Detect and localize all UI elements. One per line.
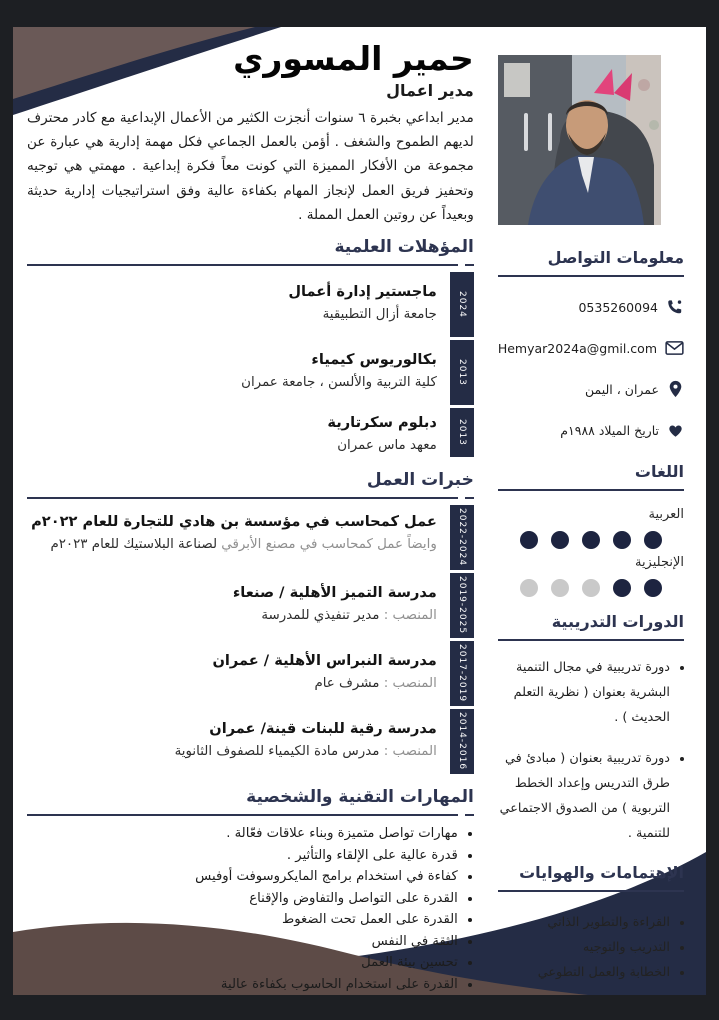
location-pin-icon xyxy=(667,379,684,399)
experience-entry xyxy=(27,641,474,709)
education-section-header xyxy=(27,235,474,266)
course-item: • دورة تدريبية بعنوان ( مبادئ في طرق التدريس وإعداد الخطط التربوية ) من الصدوق الاجتماعي للتنمية . xyxy=(498,746,670,846)
role-detail: المنصب : مدرس مادة الكيمياء للصفوف الثانوية xyxy=(174,744,437,760)
skill-item: • قدرة عالية على الإلقاء والتأثير . xyxy=(27,845,458,867)
interests-list xyxy=(498,910,684,985)
job-title: مدير اعمال xyxy=(386,81,474,100)
skill-item: • القدرة على استخدام الحاسوب بكفاءة عالية xyxy=(27,974,458,995)
contact-list xyxy=(498,297,684,440)
degree-name: بكالوريوس كيمياء xyxy=(311,351,437,369)
experience-entry xyxy=(27,505,474,573)
school-name: جامعة أزال التطبيقية xyxy=(322,307,437,323)
location-text: عمران ، اليمن xyxy=(584,381,659,397)
phone-number: 0535260094 xyxy=(578,299,658,315)
education-entry xyxy=(27,272,474,340)
school-name: كلية التربية والألسن ، جامعة عمران xyxy=(241,375,437,391)
phone-icon xyxy=(666,298,684,316)
main-column xyxy=(13,27,484,995)
years-badge: 2017-2019 xyxy=(450,641,474,709)
skill-item: • مهارات تواصل متميزة وبناء علاقات فعّالة . xyxy=(27,823,458,845)
contact-section-header xyxy=(498,247,684,277)
heart-icon xyxy=(667,422,684,438)
contact-birthdate-row xyxy=(498,420,684,440)
email-icon xyxy=(665,340,684,356)
interests-title: الإهتمامات والهوايات xyxy=(519,863,684,882)
profile-summary: مدير ابداعي بخبرة ٦ سنوات أنجزت الكثير من الأعمال الإبداعية مع كادر محترف لديهم الطموح والشغف . أؤمن بالعمل الجماعي فكل مهمة إدارية هي عبارة عن مجموعة من الأفكار المميزة التي كونت معاً فكرة إبداعية . مهمتي هي توجيه وتحفيز فريق العمل لإنجاز المهام بكفاءة عالية وفق استراتيجيات إدارية حديثة وبعيداً عن روتين العمل المملة . xyxy=(27,110,474,223)
cv-page xyxy=(13,27,706,995)
education-entry xyxy=(27,340,474,408)
profile-photo xyxy=(498,55,661,225)
skill-item: • القدرة على العمل تحت الضغوط xyxy=(27,909,458,931)
skill-item: • القدرة على التواصل والتفاوض والإقناع xyxy=(27,888,458,910)
interest-item: • القراءة والتطوير الذاتي xyxy=(498,910,670,935)
role-detail: وايضاً عمل كمحاسب في مصنع الأبرقي لصناعة البلاستيك للعام ٢٠٢٣م xyxy=(50,537,437,553)
role-name: مدرسة النبراس الأهلية / عمران xyxy=(212,652,437,670)
degree-name: دبلوم سكرتارية xyxy=(327,414,437,432)
interests-title-rule xyxy=(498,890,684,892)
contact-title-rule xyxy=(498,275,684,277)
experience-title: خبرات العمل xyxy=(366,470,474,491)
skills-section-header xyxy=(27,785,474,816)
year-badge: 2013 xyxy=(450,408,474,460)
skills-list xyxy=(27,823,474,995)
role-detail: المنصب : مشرف عام xyxy=(314,676,437,692)
experience-section-header xyxy=(27,468,474,499)
courses-list xyxy=(498,655,684,846)
skill-item: • كفاءة في استخدام برامج المايكروسوفت أوفيس xyxy=(27,866,458,888)
education-title: المؤهلات العلمية xyxy=(334,237,474,258)
courses-section-header xyxy=(498,611,684,641)
language-name-english: الإنجليزية xyxy=(634,555,684,570)
contact-location-row xyxy=(498,379,684,399)
education-title-rule xyxy=(27,264,474,266)
experience-title-rule xyxy=(27,497,474,499)
degree-name: ماجستير إدارة أعمال xyxy=(288,283,437,301)
school-name: معهد ماس عمران xyxy=(337,438,437,454)
role-name: عمل كمحاسب في مؤسسة بن هادي للتجارة للعام ٢٠٢٢م xyxy=(31,513,437,531)
courses-title-rule xyxy=(498,639,684,641)
person-name: حمير المسوري xyxy=(233,39,474,78)
skills-title-rule xyxy=(27,814,474,816)
education-rows xyxy=(27,272,474,460)
interests-section-header xyxy=(498,862,684,892)
experience-entry xyxy=(27,573,474,641)
contact-title: معلومات التواصل xyxy=(547,248,684,267)
experience-entry xyxy=(27,709,474,777)
year-badge: 2013 xyxy=(450,340,474,408)
email-address: Hemyar2024a@gmil.com xyxy=(497,340,657,356)
language-level-english xyxy=(498,579,684,597)
languages-title: اللغات xyxy=(634,462,684,481)
sidebar xyxy=(484,27,706,995)
role-name: مدرسة رقية للبنات قينة/ عمران xyxy=(209,720,437,738)
skill-item: • تحسين بيئة العمل xyxy=(27,952,458,974)
course-item: • دورة تدريبية في مجال التنمية البشرية بعنوان ( نظرية التعلم الحديث ) . xyxy=(498,655,670,730)
interest-item: • التدريب والتوجيه xyxy=(498,935,670,960)
years-badge: 2022-2024 xyxy=(450,505,474,573)
years-badge: 2014-2016 xyxy=(450,709,474,777)
languages-section-header xyxy=(498,461,684,491)
experience-rows xyxy=(27,505,474,777)
interest-item: • الخطابة والعمل التطوعي xyxy=(498,960,670,985)
contact-email-row xyxy=(498,338,684,358)
years-badge: 2019-2025 xyxy=(450,573,474,641)
birthdate-text: تاريخ الميلاد ١٩٨٨م xyxy=(560,422,659,438)
role-name: مدرسة التميز الأهلية / صنعاء xyxy=(232,584,437,602)
education-entry xyxy=(27,408,474,460)
skill-item: • الثقة في النفس xyxy=(27,931,458,953)
courses-title: الدورات التدريبية xyxy=(551,612,684,631)
languages-title-rule xyxy=(498,489,684,491)
contact-phone-row xyxy=(498,297,684,317)
skills-title: المهارات التقنية والشخصية xyxy=(246,787,474,808)
role-detail: المنصب : مدير تنفيذي للمدرسة xyxy=(261,608,437,624)
language-level-arabic xyxy=(498,531,684,549)
year-badge: 2024 xyxy=(450,272,474,340)
language-name-arabic: العربية xyxy=(648,507,684,522)
